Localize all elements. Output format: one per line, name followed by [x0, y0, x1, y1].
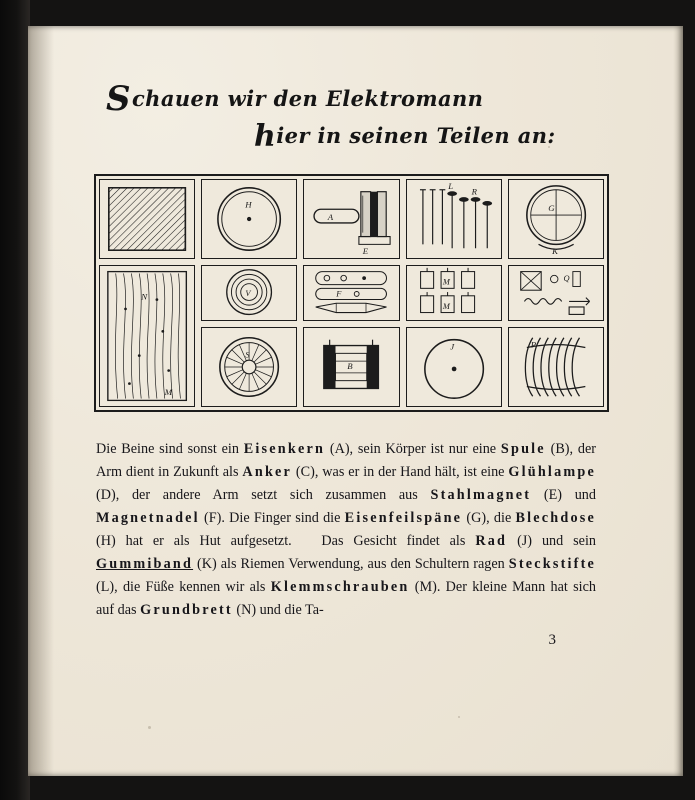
figure-label-G: G	[548, 203, 555, 214]
figure-cell-spule	[303, 327, 399, 407]
figure-label-M-b: M	[442, 301, 450, 311]
figure-cell-eisenkern	[303, 179, 399, 259]
parts-grid	[96, 176, 607, 410]
figure-label-J: J	[449, 341, 454, 352]
figure-cell-streifen	[303, 265, 399, 321]
figure-label-N: N	[141, 291, 148, 302]
figure-label-L: L	[447, 180, 453, 191]
body-line-1: Die Beine sind sonst ein Eisenkern (A), sein Körper ist nur eine Spule (B), der Arm dient in Zukunft als Anker (C), was er in der Hand hält, ist eine Glühlampe (D), der andere Arm setzt sich zusammen aus Stahlmagnet (E) und Magnetnadel (F). Die Finger sind die Eisenfeilspäne (G), die Blechdose (H) hat er als Hut aufgesetzt. Das Gesicht findet als Rad (J) und sein Gummiband (K) als Riemen Verwendung, aus den Schultern ragen Steckstifte (L), die Füße kennen wir als Klemmschrauben (M). Der kleine Mann hat sich auf das Grundbrett (N) und die Ta-	[96, 441, 596, 618]
title-initial-h: h	[254, 119, 277, 154]
figure-cell-blechdose	[201, 179, 297, 259]
title-line-1-text: chauen wir den Elektromann	[131, 86, 484, 111]
figure-cell-kleinteile	[508, 265, 604, 321]
figure-label-H: H	[245, 199, 252, 210]
figure-label-B: B	[347, 360, 353, 371]
title-initial-s: S	[106, 79, 131, 119]
book-binding-edge	[0, 0, 30, 800]
title-line-2	[254, 119, 624, 154]
figure-label-R: R	[471, 186, 477, 197]
figure-cell-rad	[201, 327, 297, 407]
figure-cell-scheibe	[406, 327, 502, 407]
figure-cell-steckstifte	[406, 179, 502, 259]
figure-label-M: M	[442, 277, 450, 287]
title-line-2-text: ier in seinen Teilen an:	[276, 123, 556, 148]
figure-label-S: S	[245, 349, 250, 360]
figure-cell-eisenfeilspaene	[508, 179, 604, 259]
figure-label-K: K	[551, 246, 558, 257]
figure-cell-tafel	[99, 265, 195, 407]
paper-speck	[148, 726, 151, 729]
figure-cell-klemmschrauben	[406, 265, 502, 321]
book-page	[28, 26, 683, 776]
figure-label-E: E	[363, 246, 369, 257]
page-number: 3	[548, 632, 556, 648]
parts-figure	[94, 174, 609, 412]
page-content	[84, 79, 624, 649]
figure-label-A: A	[328, 211, 334, 222]
figure-label-M2: M	[164, 387, 173, 397]
paper-speck	[458, 716, 460, 718]
figure-cell-draht	[508, 327, 604, 407]
page-title	[84, 79, 624, 154]
figure-label-F: F	[336, 289, 342, 299]
figure-label-Q: Q	[563, 273, 570, 283]
figure-label-P: P	[530, 339, 536, 350]
title-line-1	[106, 79, 624, 119]
body-paragraph	[96, 438, 596, 622]
figure-label-V: V	[245, 288, 251, 298]
figure-cell-spule-rund	[201, 265, 297, 321]
figure-cell-grundbrett	[99, 179, 195, 259]
